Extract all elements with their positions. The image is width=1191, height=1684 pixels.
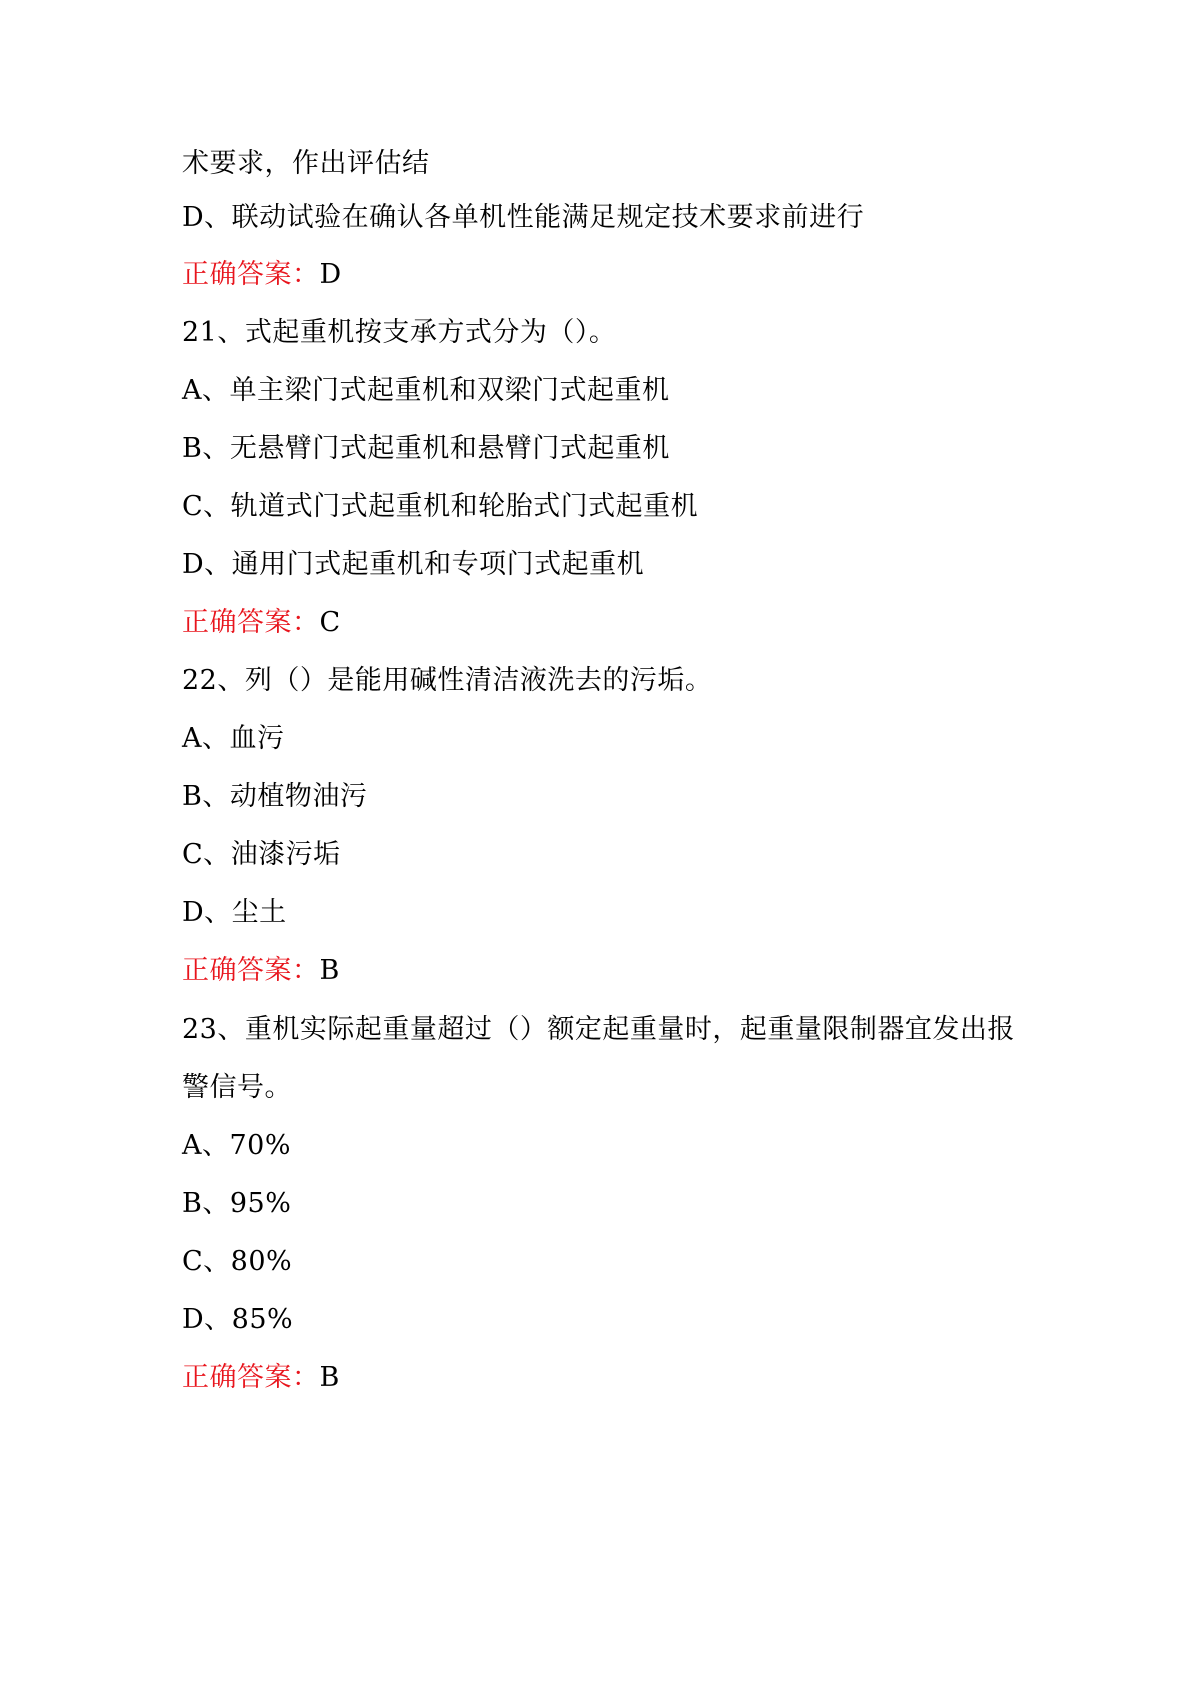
question-22-option-c: C、油漆污垢	[182, 839, 341, 870]
question-20-answer	[182, 257, 342, 293]
answer-label: 正确答案：	[182, 1362, 320, 1393]
question-23-option-a: A、70%	[182, 1130, 292, 1161]
question-23-option-b: B、95%	[182, 1188, 292, 1219]
question-21-option-a: A、单主梁门式起重机和双梁门式起重机	[182, 375, 670, 406]
answer-value: B	[319, 1362, 340, 1393]
question-22-answer	[182, 953, 340, 989]
question-21-answer	[182, 605, 341, 641]
question-20-option-d: D、联动试验在确认各单机性能满足规定技术要求前进行	[182, 202, 865, 233]
answer-value: D	[319, 259, 342, 290]
question-21-option-b: B、无悬臂门式起重机和悬臂门式起重机	[182, 433, 670, 464]
question-23-stem: 23、重机实际起重量超过（）额定起重量时，起重量限制器宜发出报	[182, 1014, 1015, 1045]
question-21-stem: 21、式起重机按支承方式分为（）。	[182, 317, 617, 348]
question-23-option-c: C、80%	[182, 1246, 293, 1277]
question-22-option-d: D、尘土	[182, 897, 287, 928]
question-21-option-d: D、通用门式起重机和专项门式起重机	[182, 549, 645, 580]
answer-label: 正确答案：	[182, 259, 320, 290]
question-22-option-a: A、血污	[182, 723, 285, 754]
answer-label: 正确答案：	[182, 607, 320, 638]
question-23-answer	[182, 1360, 340, 1396]
answer-value: C	[319, 607, 341, 638]
question-23-option-d: D、85%	[182, 1304, 294, 1335]
question-21-option-c: C、轨道式门式起重机和轮胎式门式起重机	[182, 491, 699, 522]
question-22-option-b: B、动植物油污	[182, 781, 368, 812]
question-22-stem: 22、列（）是能用碱性清洁液洗去的污垢。	[182, 665, 713, 696]
question-20-option-c-continuation: 术要求，作出评估结	[182, 148, 430, 179]
answer-label: 正确答案：	[182, 955, 320, 986]
answer-value: B	[319, 955, 340, 986]
question-23-stem-continuation: 警信号。	[182, 1072, 292, 1103]
